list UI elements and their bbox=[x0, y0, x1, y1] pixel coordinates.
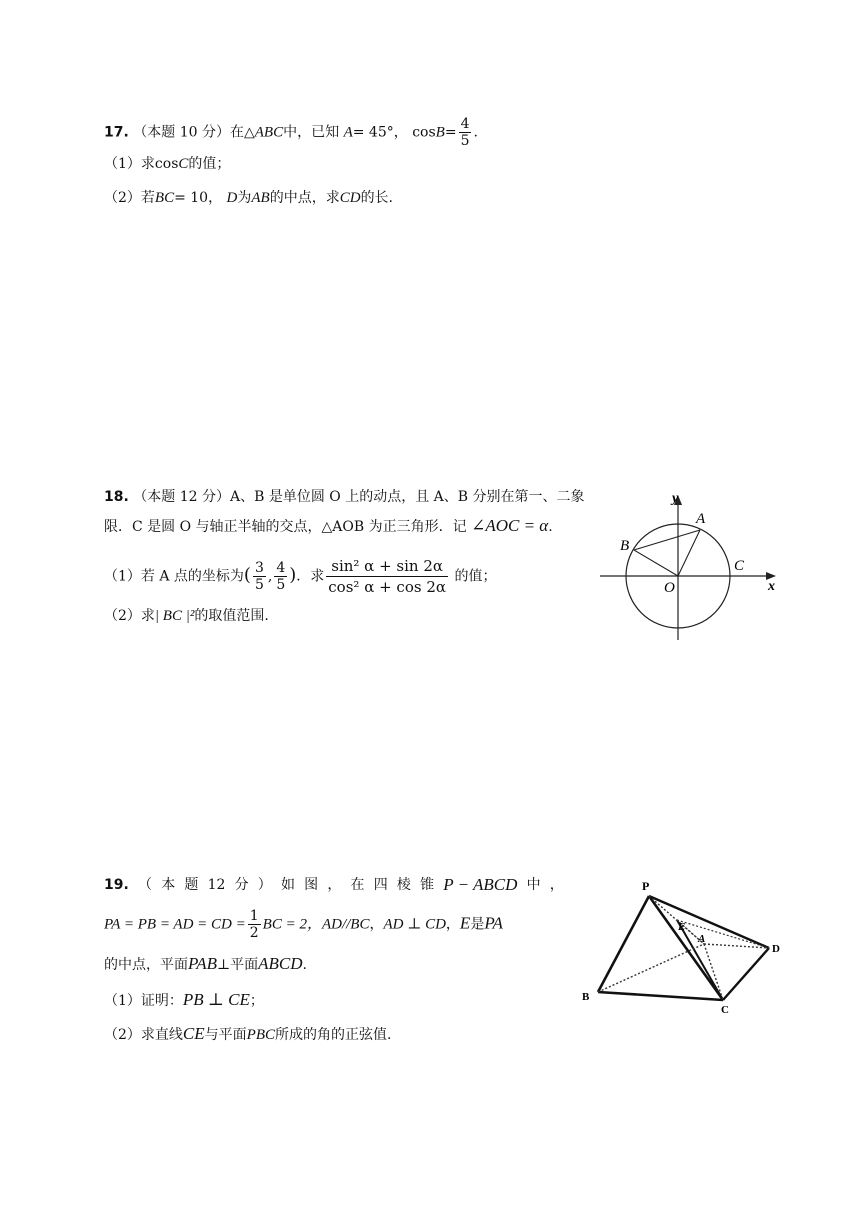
q-text: 的值； bbox=[188, 156, 231, 172]
p19-line1-token: 分 bbox=[234, 877, 249, 893]
fraction bbox=[253, 560, 266, 593]
frac-den: 5 bbox=[254, 577, 264, 593]
q-text: 的取值范围. bbox=[194, 608, 269, 624]
q-text: （2）若 bbox=[104, 190, 155, 206]
frac-num: 3 bbox=[254, 560, 264, 576]
p19-line1-token: 在 bbox=[350, 877, 365, 893]
label-o: O bbox=[664, 580, 675, 596]
math-var: B bbox=[435, 124, 445, 141]
frac-num: 1 bbox=[249, 908, 259, 924]
math-func: cos bbox=[154, 156, 179, 172]
frac-num: sin² α + sin 2α bbox=[326, 556, 448, 577]
p18-line2 bbox=[104, 517, 553, 536]
edge-cd bbox=[723, 948, 769, 1000]
p19-line2 bbox=[104, 908, 503, 941]
q-text: 与平面 bbox=[204, 1027, 247, 1043]
q-text: （1）求 bbox=[104, 156, 155, 172]
math-text: ⊥ bbox=[216, 957, 231, 973]
label-y: y bbox=[672, 491, 679, 506]
p17-q2 bbox=[104, 189, 393, 207]
p18-q1 bbox=[104, 556, 496, 597]
math-text: = bbox=[444, 124, 457, 141]
math-var: C bbox=[178, 156, 189, 172]
math-expr: ∠AOC = α bbox=[471, 516, 549, 535]
frac-num: 4 bbox=[460, 116, 470, 132]
fraction bbox=[326, 556, 448, 597]
q-text: （1）证明： bbox=[104, 993, 183, 1009]
math-expr: | BC |² bbox=[154, 608, 195, 624]
q-text: 的中点，求 bbox=[269, 190, 340, 206]
stem-text: 的中点，平面 bbox=[104, 957, 188, 973]
math-var: CD bbox=[339, 190, 361, 206]
p19-line1-token: 棱 bbox=[396, 877, 411, 893]
math-text: . bbox=[302, 957, 307, 973]
math-var: ABCD bbox=[258, 954, 303, 973]
fraction bbox=[248, 908, 261, 941]
math-var: PAB bbox=[188, 954, 217, 973]
math-var: E bbox=[459, 913, 471, 933]
math-var: A bbox=[343, 124, 353, 141]
label-a: A bbox=[698, 933, 706, 945]
segment-ob bbox=[634, 550, 678, 576]
q-text: ； bbox=[249, 993, 264, 1009]
frac-den: 5 bbox=[276, 577, 286, 593]
label-p: P bbox=[642, 879, 650, 893]
edge-ab bbox=[598, 944, 704, 992]
segment-ab bbox=[634, 530, 700, 550]
p19-line1-token: ） bbox=[257, 877, 272, 893]
math-expr: PB ⊥ CE bbox=[182, 990, 250, 1009]
q-text: 的值； bbox=[454, 568, 497, 585]
p18-q2 bbox=[104, 607, 269, 625]
math-var: PA bbox=[484, 913, 503, 933]
math-text: = 45°， bbox=[352, 124, 408, 141]
q-text: （2）求直线 bbox=[104, 1027, 183, 1043]
p17-q1 bbox=[104, 155, 230, 173]
pyramid-figure bbox=[576, 876, 788, 1016]
p19-line1-token: ， bbox=[327, 877, 342, 893]
math-var: D bbox=[226, 190, 238, 206]
math-expr: PA = PB = AD = CD = bbox=[104, 916, 246, 933]
stem-text: 平面 bbox=[230, 957, 259, 973]
label-b: B bbox=[582, 991, 590, 1003]
stem-text: 在△ bbox=[229, 124, 255, 141]
math-expr: AD ⊥ CD bbox=[383, 916, 446, 933]
p19-line1-token: 锥 bbox=[420, 877, 435, 893]
p19-q1 bbox=[104, 991, 264, 1010]
math-var: PBC bbox=[246, 1027, 275, 1043]
math-var: CE bbox=[182, 1024, 205, 1043]
math-text: = 10， bbox=[174, 190, 223, 206]
p19-line1-token: P − ABCD bbox=[443, 875, 518, 894]
q-text: 的长. bbox=[360, 190, 394, 206]
unit-circle-figure bbox=[596, 486, 782, 646]
edge-bc bbox=[598, 992, 723, 1000]
problem-number: 18. bbox=[104, 489, 129, 505]
edge-pb bbox=[598, 896, 649, 992]
math-text: . bbox=[548, 519, 553, 535]
p19-line1-token: 图 bbox=[304, 877, 319, 893]
problem-number: 19. bbox=[104, 877, 129, 893]
p19-line1-token: 题 bbox=[184, 877, 199, 893]
math-var: AB bbox=[251, 190, 270, 206]
p19-q2 bbox=[104, 1025, 391, 1044]
math-expr: AD//BC bbox=[321, 916, 370, 933]
p19-line1-token: （ bbox=[138, 877, 152, 893]
frac-den: 5 bbox=[460, 133, 470, 149]
stem-text: 限．C 是圆 O 与轴正半轴的交点，△AOB 为正三角形．记 bbox=[104, 519, 467, 535]
p17-stem bbox=[104, 116, 478, 149]
math-text: ， bbox=[445, 916, 460, 933]
q-text: 所成的角的正弦值. bbox=[275, 1027, 392, 1043]
math-var: BC bbox=[154, 190, 175, 206]
problem-number: 17. bbox=[104, 124, 129, 141]
p19-line1 bbox=[104, 876, 564, 894]
stem-text: 是 bbox=[470, 916, 485, 933]
q-text: （2）求 bbox=[104, 608, 155, 624]
label-c: C bbox=[734, 558, 745, 574]
q-text: 为 bbox=[237, 190, 252, 206]
frac-den: cos² α + cos 2α bbox=[328, 578, 446, 596]
stem-text: （本题 12 分）A、B 是单位圆 O 上的动点，且 A、B 分别在第一、二象 bbox=[133, 489, 585, 505]
fraction bbox=[459, 116, 472, 149]
p19-line1-token: ， bbox=[549, 877, 564, 893]
label-c: C bbox=[721, 1004, 729, 1016]
label-x: x bbox=[768, 579, 775, 594]
math-func: cos bbox=[412, 124, 436, 141]
label-d: D bbox=[772, 943, 780, 955]
math-expr: BC = 2， bbox=[262, 916, 322, 933]
p19-line3 bbox=[104, 955, 307, 974]
math-text: ) bbox=[289, 564, 297, 586]
stem-text: 中，已知 bbox=[283, 124, 340, 141]
label-a: A bbox=[696, 511, 706, 527]
frac-num: 4 bbox=[276, 560, 286, 576]
math-var: ABC bbox=[254, 124, 284, 141]
math-text: . bbox=[473, 124, 478, 141]
math-text: ， bbox=[369, 916, 384, 933]
math-text: , bbox=[267, 568, 273, 585]
label-e: E bbox=[678, 921, 686, 933]
q-text: ．求 bbox=[296, 568, 325, 585]
frac-den: 2 bbox=[249, 925, 259, 941]
p19-line1-token: 12 bbox=[207, 877, 226, 893]
p18-line1 bbox=[104, 488, 585, 506]
segment-oa bbox=[678, 530, 700, 576]
q-text: （1）若 A 点的坐标为 bbox=[104, 568, 244, 585]
p19-line1-token: 如 bbox=[280, 877, 295, 893]
p19-line1-token: 本 bbox=[161, 877, 176, 893]
p19-line1-token: 中 bbox=[526, 877, 541, 893]
math-text: ( bbox=[243, 564, 251, 586]
fraction bbox=[274, 560, 287, 593]
label-b: B bbox=[620, 538, 630, 554]
score: （本题 10 分） bbox=[133, 124, 230, 141]
p19-line1-token: 四 bbox=[373, 877, 388, 893]
